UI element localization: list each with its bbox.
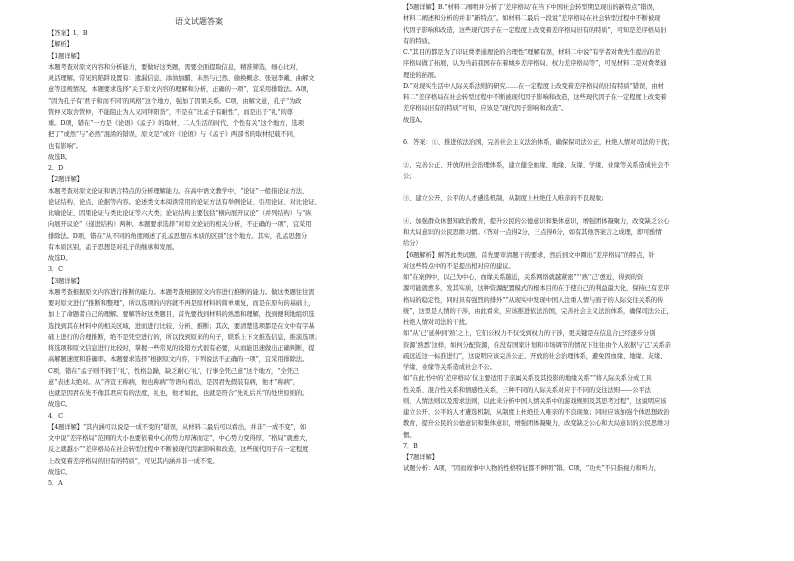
text-line: 排除法。D项，错在“从不同的角度阐述了孔孟思想在本质的区别”这个地方。其实，孔孟思想分 [48,232,308,240]
text-line: 惯。 [403,431,416,439]
text-line: 文中说“差序格局”范围的大小也要依着中心的势力厚薄而定”，中心势力变得厚，“格局”就愈大， [48,435,312,442]
text-line: 杜绝人情对司法的干扰。 [403,319,472,326]
text-line: 和大局意识的公民思维习惯。（答对一点得2分，三点得6分，如有其他答案言之成理，即可酌情 [403,229,662,236]
text-line: C.“其目的都是为了印证费孝通理论的合理性”理解有误，材料二中说“有学者对费先生提出的差 [403,49,661,56]
text-line: ③、建立公开、公平的人才遴选机制，从制度上杜绝任人唯亲的不良现象； [403,195,608,203]
text-line: 理论的拓展。 [403,71,441,79]
text-line: 【3题详解】 [48,277,83,285]
text-line: 给分） [403,240,422,248]
text-line: 也有影响”。 [48,142,83,150]
text-line: 论证结构、论点、论据等内容。论述类文本阅读常用的论证方法有举例论证、引用论证、对比论证、 [48,198,321,206]
text-line: 础上进行的合理推断，绝不是凭空进行的，所以找到原来的句子，联系上下文推选信息，推演选项； [48,333,321,341]
text-line: 【7题详解】 [403,454,438,461]
text-line: 故选C。 [48,468,72,476]
text-line: 意”表述太绝对。从“齐宣王称病，他也称病”等语句看出，是因君先假装有病，他才“称病”， [48,378,300,386]
text-line: 学缘、业缘等关系造成社会不公。 [403,364,496,371]
text-line: 试题分析：A项，“因而故事中人物的性格特征都不鲜明”错。C项，“功夫”不只指视力和听力， [403,465,661,473]
text-line: 如“从‘已’延伸到‘熟’之上，它们公权力不仅受到权力的干涉，更关键是在信息合已经逐步分别 [403,330,656,338]
text-line: 2．D [48,165,64,172]
text-line: 格局的稳定性，同时具有强烈的排外”“从现实中发现中国人注重人情与面子的人际交往关系的传 [403,296,664,304]
text-line: 高解题速度和准确率。本题要求选择“根据原文内容，下列说法不正确的一项”，宜采用排除法。 [48,356,309,364]
text-line: 把了“或然”与“必然”混淆的错误，原文是“或许《论语》与《孟子》两部书的取材纪载不同， [48,131,300,139]
text-line: 资源‘熟悉’这样，如何分配资源，在没有国家计划和市场调节的情况下往往由个人依据与‘己’关系亲 [403,341,671,349]
text-line: 有的特质。 [403,37,434,45]
text-line: 【6题解析】解答此类试题，首先要审清题干的要求，然后到文中圈出“差序格局”的特点，针 [403,251,655,259]
text-line: ④、加强群众休想知政治教育，提升公民的公德意识和集体意识，增强团体凝聚力，改变缺乏公心 [403,217,670,225]
text-line: 有本质区别，孟子思想是对孔子的继承和发展。 [48,243,179,251]
text-line: 序格局做了拓展，认为当前我国存在着城乡差序格局、权力差序格局等”，可见材料二是对费孝通 [403,60,667,68]
text-line: 故选C。 [48,401,72,409]
text-line: 将选项和原文信息进行比较时，掌握一些常见的设错方式很有必要，从而能迅速做出正确判断，提 [48,345,315,352]
text-line: ②、完善公正、开放的社会治理体系，建立健全血缘、地缘、友缘、学缘、业缘等关系造成社会不 [403,161,670,169]
text-line: 意等违规情况。本题要求选择“关于原文内容的理解和分析，正确的一项”，宜采用排除法。A项， [48,86,313,94]
text-line: 上改变着差序格局的旧有的特质”，可见其内涵并非一成不变。 [48,457,219,465]
text-line: 本题考查对原文内容和分析能力，要做好这类题，需要全面提取信息，精准筛选，细心比对， [48,63,303,71]
text-line: 【4题详解】“其内涵可以说是一成不变的”错误，从材料二最后可以看出，并非“一成不变”，如 [48,423,307,431]
text-line: D.“对现实生活中人际关系法则的研究……在一定程度上改变着差序格局的旧有特质”错误，由材 [403,82,664,90]
text-line: “因为孔子有‘君子和而不同’的风格”这个地方，强加了因果关系。C项，由解文意，孔子“为政 [48,97,302,105]
text-line: 重。D项，错在“一方是《论语》《孟子》的取材、二人生活的时代、个性有关”这个地方，选项 [48,120,304,127]
text-line: 6．答案：①、推进依法治国，完善社会主义法治体系，确保保司法公正，杜绝人情对司法的干扰； [403,139,674,146]
text-line: 选找到其在材料中的相关区域，进而进行比较、分析、推断；其次，要清楚选项都是在文中有字基 [48,322,315,330]
text-line: 【5题详解】B.“材料二阐明并分析了‘差序格局’在当下中国社会转型期呈现出的新特点”错误， [403,4,659,11]
text-line: 代因子影响和改造，这些现代因子在一定程度上改变着差序格局旧有的特质”，可知是差序格局旧 [403,26,667,34]
text-line: 如“在此书中的‘差序格局’仅主要适用于亲属关系及其投影的地缘关系”“将人际关系分成工具 [403,375,652,383]
right-column [403,0,745,561]
text-line: 故选D。 [48,255,72,262]
text-line: 【2题详解】 [48,176,83,184]
text-line: 3．C [48,266,63,274]
text-line: C项，错在“孟子则不拥于‘礼’，性格急躁，缺乏耐心‘礼’，行事全凭己意”这个地方，“全凭己 [48,367,299,375]
text-line: 料二“差序格局在社会转型过程中不断被现代因子影响和改造，这些现代因子在一定程度上改变着 [403,94,667,101]
text-line: 教育，提升公民的公德意识和集体意识，增强团体凝聚力，改变缺乏公心和大局意识的公民思维习 [403,420,670,428]
text-line: 管仲又取舍管仲，不能阻止为人又同拜阳货”，不是在“比孟子有耐性”，而是出于“礼”的尊 [48,108,293,116]
text-line: 材料二阐述和分析的并非“新特点”。如材料二最后一段说“差序格局在社会转型过程中不断被现 [403,15,661,23]
text-line: 5．A [48,480,63,487]
text-line: 建立公开、公平的人才遴选机制，从制度上杜绝任人唯亲的不良现象；同时应该加强个体思想政治 [403,409,670,416]
text-line: 疏远近这一标准进行”，这说明应该完善公正、开放的社会治理体系，避免因血缘、地缘、友缘、 [403,352,667,360]
page-title: 语文试题答案 [175,17,223,26]
text-line: 如“在案例中，以己为中心，血缘关系越近，关系网络就越紧密”“‘熟’‘己’愈近，得到的资 [403,274,644,281]
text-line: 故选A。 [403,116,427,124]
text-line: 反之就越小”“差序格局在社会转型过程中不断被现代因素影响和改造，这些现代因子在一定程度 [48,446,309,454]
text-line: 故选B。 [48,153,72,161]
text-line: 则、人情法则以及需求法则，以此来分析中国人情关系中的游戏规则及其思考过程”，这说明应该 [403,397,667,405]
text-line: 源可能就愈多，发其实质，这种资源配置模式的根本目的在于使自己的利益最大化，保持已有差序 [403,285,670,293]
text-line: 4．C [48,412,63,420]
text-line: 也就是因君在先不像其君应有的法度，礼也，他才如此，也就是符合“先礼后兵”的处世原则的。 [48,390,309,397]
text-line: 灵活理解。常见的陷阱设置有：遗漏信息、添油加醋、未然与已然、偷换概念、张冠李戴、曲解文 [48,75,315,82]
text-line: 【答案】1．B [48,30,88,37]
text-line: 比喻论证、因果论证与类比论证等六大类；论证结构主要包括“横向展开议论”（并列结构）与“纵 [48,210,312,217]
text-line: 要对原文进行“推断和整理”，所以选项的内容就不再是原材料的简单重复，而是在原句的基础上， [48,300,315,307]
text-line: 本题考查对原文论证和语言特点的分析理解能力。在高中语文教学中，“论证”一般指论证方法、 [48,187,309,195]
text-line: 本题考查根据原文内容进行推断的能力。本题考查根据原文内容进行推断的能力。做这类题往往需 [48,288,315,296]
text-line: 公； [403,172,416,180]
text-line: 性关系、混合性关系和情感性关系，三种不同的人际关系对应于不同的交往法则——公平法 [403,386,651,394]
text-line: 向展开议论”（递进结构）两种。本题要求选择“对原文论证的相关分析，不正确的一项”，宜采用 [48,221,312,229]
text-line: 统”，这里是人情的干涉，由此看来，应该推进依法治国，完善社会主义法治体系，确保司法公正， [403,307,673,315]
text-line: 【解析】 [48,41,73,49]
text-line: 加上了命题者自己的理解。要解答好这类题目，首先要找到材料的熟悉和理解，找到便利地组织选 [48,311,315,319]
text-line: 【1题详解】 [48,52,83,60]
text-line: 7．B [403,442,418,450]
text-line: 对这些特点中的不足提出相对应的建议。 [403,262,515,270]
text-line: 差序格局旧有的特质”可知，应该是“现代因子影响和改造”。 [403,105,568,113]
left-column [48,0,390,561]
